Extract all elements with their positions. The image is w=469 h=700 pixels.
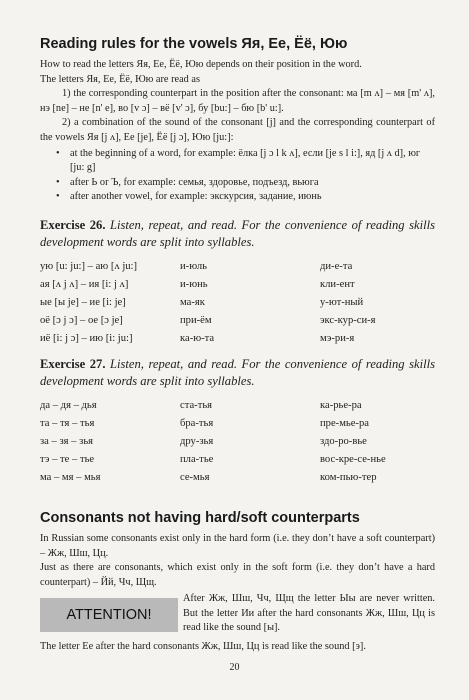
table-row [40,397,435,415]
table-cell: за – зя – зья [40,435,94,447]
table-cell: ма – мя – мья [40,471,101,483]
table-cell: ка-рье-ра [320,400,362,412]
table-cell: та – тя – тья [40,418,95,430]
bullet-item: • after Ь or Ъ, for example: семья, здоровье, подъезд, вьюга [70,176,435,191]
table-row [40,294,435,312]
table-cell: пре-мье-ра [320,418,369,430]
table-cell: тэ – те – тье [40,453,95,465]
attention-label: ATTENTION! [40,598,178,632]
exercise-26-number: Exercise 26. [40,217,106,232]
table-cell: здо-ро-вье [320,435,367,447]
table-cell: и-юнь [180,279,208,291]
table-cell: вос-кре-се-нье [320,453,386,465]
exercise-27-instructions: Listen, repeat, and read. For the convenience of reading skills development words are split into syllables. [40,356,435,389]
table-cell: при-ём [180,314,212,326]
table-cell: у-ют-ный [320,296,364,308]
table-cell: ком-пью-тер [320,471,377,483]
table-cell: оё [ɔ j ɔ] – ое [ɔ je] [40,314,123,326]
exercise-27-number: Exercise 27. [40,356,106,371]
table-cell: и-юль [180,261,207,273]
table-row [40,276,435,294]
table-cell: ста-тья [180,400,213,412]
attention-block [40,592,435,640]
exercise-26-instructions: Listen, repeat, and read. For the convenience of reading skills development words are split into syllables. [40,217,435,250]
exercise-26-table [40,258,435,347]
table-cell: да – дя – дья [40,400,97,412]
table-cell: дру-зья [180,435,214,447]
table-cell: ую [u: ju:] – аю [ʌ ju:] [40,261,138,273]
page-content [40,36,435,655]
bullet-item: • after another vowel, for example: экскурсия, задание, июнь [70,190,435,205]
table-cell: пла-тье [180,453,214,465]
table-cell: се-мья [180,471,210,483]
table-row [40,415,435,433]
table-cell: иё [i: j ɔ] – ию [i: ju:] [40,332,133,344]
exercise-27-table [40,397,435,486]
rule-2: 2) a combination of the sound of the consonant [j] and the corresponding counterpart of the vowels Яя [j ʌ], Ее [je], Ёё [j ɔ], Юю [ju:]: [40,117,435,143]
table-row [40,433,435,451]
table-row [40,450,435,468]
exercise-27-title [40,356,435,391]
table-cell: ди-е-та [320,261,353,273]
table-cell: экс-кур-си-я [320,314,376,326]
table-cell: ые [ы je] – ие [i: je] [40,296,126,308]
table-cell: ка-ю-та [180,332,215,344]
page-number: 20 [229,662,240,673]
table-cell: бра-тья [180,418,214,430]
attention-text: After Жж, Шш, Чч, Щщ the letter Ыы are never written. But the letter Ии after the hard consonants Жж, Шш, Цц is read like the sound [ы]. [183,593,435,634]
intro-line-2: The letters Яя, Ее, Ёё, Юю are read as [40,73,200,85]
table-cell: ма-як [180,296,205,308]
table-cell: кли-ент [320,279,355,291]
table-row [40,311,435,329]
table-row [40,258,435,276]
soft-only-paragraph: Just as there are consonants, which exist only in the soft form (i.e. they don’t have a hard counterpart) – Йй, Чч, Щщ. [40,562,435,588]
exercise-26-title [40,217,435,252]
intro-line-1: How to read the letters Яя, Ее, Ёё, Юю depends on their position in the word. [40,59,362,70]
section-heading-consonants: Consonants not having hard/soft counterparts [40,509,360,526]
rule-bullets [40,147,435,205]
table-cell: ая [ʌ j ʌ] – ия [i: j ʌ] [40,279,129,291]
hard-only-paragraph: In Russian some consonants exist only in the hard form (i.e. they don’t have a soft counterpart) – Жж, Шш, Цц. [40,532,435,559]
table-cell: мэ-ри-я [320,332,355,344]
table-row [40,468,435,486]
final-rule: The letter Ее after the hard consonants Жж, Шш, Цц is read like the sound [э]. [40,641,366,653]
section-heading-vowels: Reading rules for the vowels Яя, Ее, Ёё, Юю [40,36,348,52]
rule-1: 1) the corresponding counterpart in the position after the consonant: ма [m ʌ] – мя [m' ʌ], нэ [ne] – не [n' e], во [v ɔ] – вё [v' ɔ], бу [bu:] – бю [b' u:]. [40,88,435,114]
bullet-item: • at the beginning of a word, for example: ёлка [j ɔ l k ʌ], если [je s l i:], яд [j ʌ d], юг [ju: g] [70,147,435,176]
table-row [40,329,435,347]
